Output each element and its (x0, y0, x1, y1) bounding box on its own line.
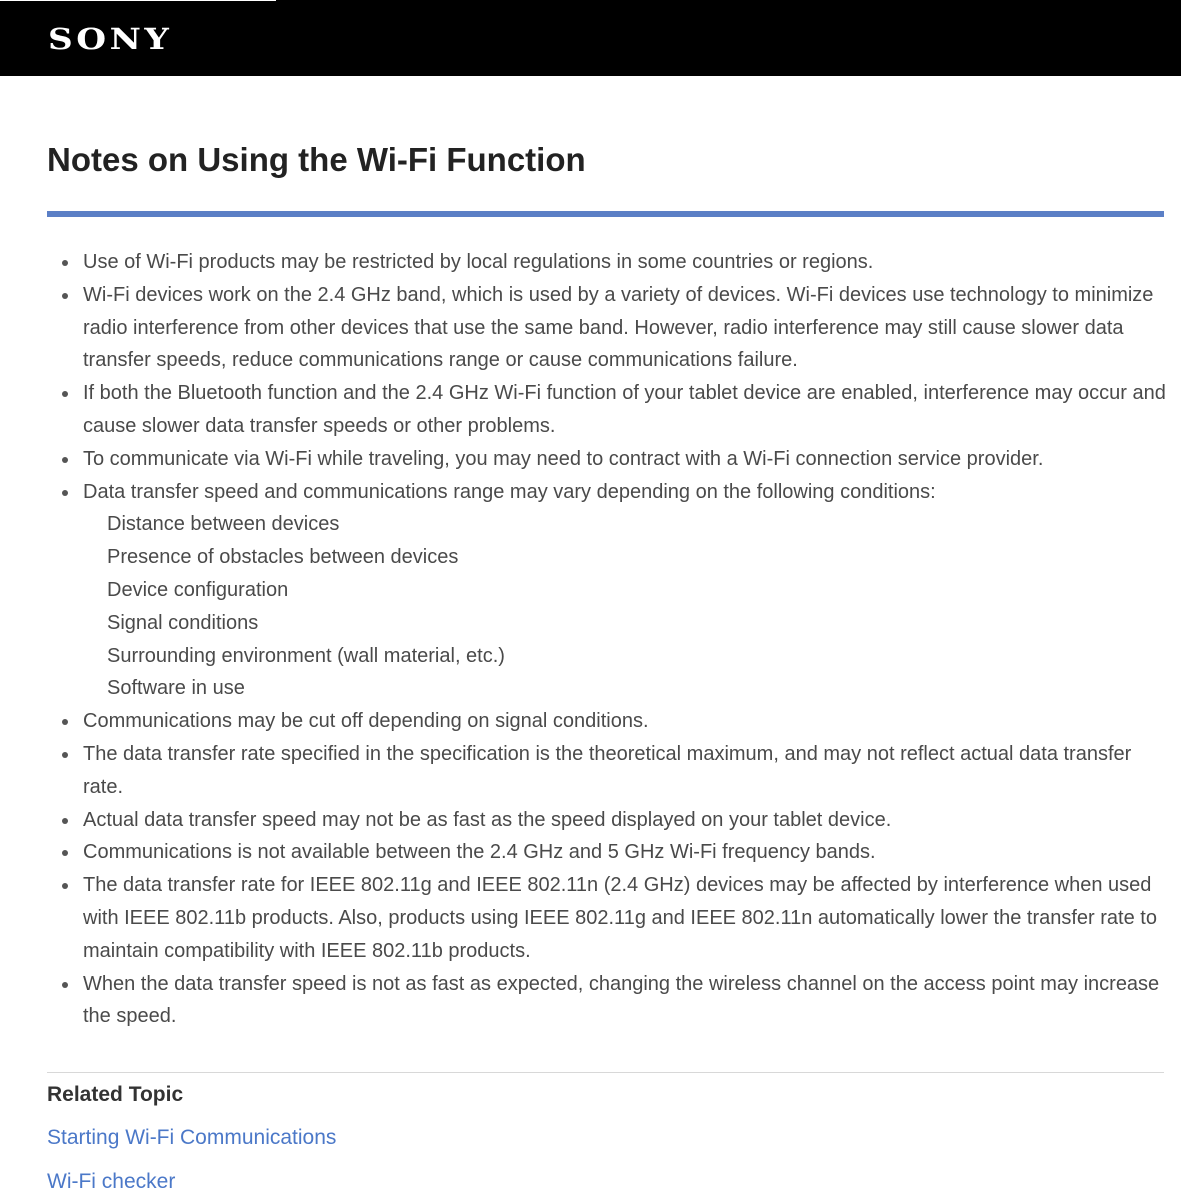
list-item: Communications may be cut off depending on signal conditions. (62, 705, 1172, 738)
related-link-starting-wifi[interactable]: Starting Wi-Fi Communications (47, 1126, 337, 1149)
condition-item: Signal conditions (107, 611, 259, 634)
top-header-bar (0, 0, 1181, 76)
list-item: The data transfer rate for IEEE 802.11g and IEEE 802.11n (2.4 GHz) devices may be affected by interference when used with IEEE 802.11b products. Also, products using IEEE 802.11g and IEEE 802.11n automatically lower the transfer rate to maintain compatibility with IEEE 802.11b products. (62, 869, 1172, 967)
list-item: Wi-Fi devices work on the 2.4 GHz band, which is used by a variety of devices. Wi-Fi devices use technology to minimize radio interference from other devices that use the same band. However, radio interference may still cause slower data transfer speeds, reduce communications range or cause communications failure. (62, 279, 1172, 377)
title-underline (47, 211, 1164, 217)
list-item: Use of Wi-Fi products may be restricted by local regulations in some countries or regions. (62, 246, 1172, 279)
list-item-text: Data transfer speed and communications range may vary depending on the following conditions: (83, 480, 936, 503)
list-item: When the data transfer speed is not as fast as expected, changing the wireless channel on the access point may increase the speed. (62, 968, 1172, 1034)
conditions-list (83, 508, 1172, 705)
list-item: Actual data transfer speed may not be as fast as the speed displayed on your tablet device. (62, 804, 1172, 837)
list-item: The data transfer rate specified in the specification is the theoretical maximum, and may not reflect actual data transfer rate. (62, 738, 1172, 804)
related-topic-heading: Related Topic (47, 1083, 184, 1106)
list-item-conditions (62, 476, 1172, 706)
condition-item: Software in use (107, 677, 245, 700)
condition-item: Distance between devices (107, 513, 340, 536)
section-divider (47, 1072, 1164, 1073)
header-top-gap (0, 0, 276, 1)
related-link-wifi-checker[interactable]: Wi-Fi checker (47, 1170, 176, 1193)
list-item: Communications is not available between the 2.4 GHz and 5 GHz Wi-Fi frequency bands. (62, 836, 1172, 869)
condition-item: Presence of obstacles between devices (107, 546, 459, 569)
list-item: To communicate via Wi-Fi while traveling, you may need to contract with a Wi-Fi connection service provider. (62, 443, 1172, 476)
notes-list (62, 246, 1172, 1033)
condition-item: Surrounding environment (wall material, etc.) (107, 644, 505, 667)
page-title: Notes on Using the Wi-Fi Function (47, 141, 586, 178)
condition-item: Device configuration (107, 578, 289, 601)
list-item: If both the Bluetooth function and the 2.4 GHz Wi-Fi function of your tablet device are enabled, interference may occur and cause slower data transfer speeds or other problems. (62, 377, 1172, 443)
sony-logo: SONY (48, 22, 173, 56)
